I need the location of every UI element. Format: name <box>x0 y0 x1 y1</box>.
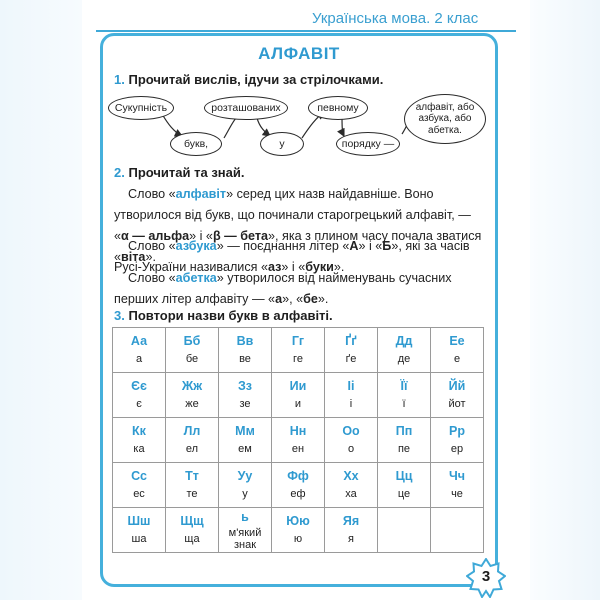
alphabet-row <box>113 328 484 373</box>
letter-name: у <box>242 488 248 500</box>
letter-glyph: Уу <box>237 469 253 483</box>
letter-name: є <box>136 398 142 410</box>
text-segment: » і « <box>358 239 383 253</box>
alphabet-cell <box>378 418 431 463</box>
task-1-heading <box>114 72 383 87</box>
right-margin-stripe <box>530 0 600 600</box>
alphabet-cell <box>431 418 484 463</box>
letter-glyph: Іі <box>347 379 355 393</box>
alphabet-row <box>113 508 484 553</box>
letter-glyph: Тт <box>185 469 199 483</box>
letter-name: йот <box>448 398 466 410</box>
letter-glyph: Жж <box>181 379 203 393</box>
bold-term: аз <box>267 260 282 274</box>
letter-name: же <box>185 398 199 410</box>
bold-term: віта <box>121 250 146 264</box>
letter-name: ел <box>185 443 199 455</box>
bold-term: буки <box>305 260 334 274</box>
letter-glyph: Йй <box>448 379 466 393</box>
page-number: 3 <box>481 568 491 585</box>
letter-name: ге <box>293 353 303 365</box>
letter-glyph: Лл <box>183 424 201 438</box>
alphabet-cell <box>113 328 166 373</box>
letter-name: е <box>453 353 461 365</box>
bold-term: α — альфа <box>121 229 190 243</box>
task-3-text: Повтори назви букв в алфавіті. <box>128 308 333 323</box>
letter-name: а <box>135 353 143 365</box>
letter-name: бе <box>185 353 199 365</box>
letter-name: зе <box>239 398 251 410</box>
flow-word-4: у <box>260 132 304 156</box>
letter-glyph: Чч <box>448 469 466 483</box>
highlighted-term: азбука <box>175 239 217 253</box>
bold-term: Б <box>382 239 392 253</box>
task-1-text: Прочитай вислів, ідучи за стрілочками. <box>128 72 384 87</box>
letter-glyph: Шш <box>127 514 151 528</box>
letter-name: ша <box>131 533 147 545</box>
letter-glyph: Її <box>400 379 408 393</box>
letter-name: те <box>186 488 198 500</box>
alphabet-cell <box>272 508 325 553</box>
letter-glyph: Ее <box>449 334 465 348</box>
alphabet-cell <box>219 328 272 373</box>
text-segment: », « <box>282 292 304 306</box>
text-segment: ». <box>145 250 156 264</box>
letter-glyph: ь <box>241 509 249 524</box>
alphabet-cell <box>431 328 484 373</box>
text-segment: ». <box>333 260 345 274</box>
alphabet-cell <box>166 373 219 418</box>
alphabet-cell <box>378 508 431 553</box>
task-2-text: Прочитай та знай. <box>128 165 245 180</box>
bold-term: β — бета <box>212 229 269 243</box>
alphabet-cell <box>166 418 219 463</box>
text-segment: Слово « <box>128 187 176 201</box>
letter-name: ґе <box>345 353 357 365</box>
alphabet-cell <box>378 328 431 373</box>
letter-glyph: Юю <box>286 514 310 528</box>
text-segment: », які за часів Русі-України називалися « <box>114 239 470 274</box>
text-segment: » серед цих назв найдавніше. Воно утворилося від букв, що починали старогрецький алфавіт, — « <box>114 187 471 243</box>
task-1-number: 1. <box>114 72 125 87</box>
text-segment: Слово « <box>128 271 176 285</box>
alphabet-cell <box>113 418 166 463</box>
letter-name: ща <box>184 533 200 545</box>
letter-glyph: Вв <box>236 334 254 348</box>
letter-glyph: Рр <box>449 424 465 438</box>
alphabet-cell <box>166 508 219 553</box>
page-title: АЛФАВІТ <box>258 44 340 63</box>
alphabet-cell <box>272 463 325 508</box>
letter-glyph: Яя <box>342 514 360 528</box>
letter-glyph: Гг <box>291 334 305 348</box>
task-2-number: 2. <box>114 165 125 180</box>
text-segment: » і « <box>189 229 213 243</box>
task-2-heading <box>114 165 244 180</box>
text-segment: » і « <box>281 260 306 274</box>
letter-glyph: Аа <box>130 334 148 348</box>
text-segment: Слово « <box>128 239 176 253</box>
highlighted-term: алфавіт <box>175 187 227 201</box>
alphabet-row <box>113 418 484 463</box>
flow-word-6: порядку — <box>336 132 400 156</box>
letter-glyph: Пп <box>395 424 413 438</box>
arrow-1 <box>162 114 182 136</box>
letter-name: я <box>348 533 354 545</box>
text-segment: », яка з плином часу почала зватися « <box>114 229 482 264</box>
letter-glyph: Дд <box>395 334 413 348</box>
alphabet-cell <box>113 373 166 418</box>
alphabet-table <box>112 327 484 553</box>
alphabet-cell <box>431 508 484 553</box>
alphabet-cell <box>378 463 431 508</box>
bold-term: А <box>349 239 359 253</box>
letter-glyph: Ии <box>289 379 307 393</box>
flow-word-7: алфавіт, або азбука, або абетка. <box>404 94 486 144</box>
letter-glyph: Нн <box>289 424 307 438</box>
letter-name: пе <box>397 443 411 455</box>
letter-glyph: Сс <box>131 469 147 483</box>
bold-term: а <box>275 292 283 306</box>
paragraph-abetka-text <box>114 271 452 306</box>
letter-name: і <box>349 398 353 410</box>
alphabet-cell <box>431 463 484 508</box>
alphabet-cell <box>219 373 272 418</box>
letter-name: ха <box>345 488 357 500</box>
letter-name: ве <box>239 353 251 365</box>
letter-glyph: Мм <box>235 424 255 438</box>
paragraph-abetka <box>114 268 486 310</box>
page-number-badge <box>466 558 506 598</box>
alphabet-cell <box>113 508 166 553</box>
alphabet-cell <box>272 328 325 373</box>
letter-name: еф <box>290 488 306 500</box>
alphabet-cell <box>219 463 272 508</box>
alphabet-cell <box>325 463 378 508</box>
word-chain-diagram <box>106 94 490 160</box>
letter-name: м'який знак <box>228 526 262 551</box>
letter-name: ї <box>402 398 406 410</box>
highlighted-term: абетка <box>175 271 217 285</box>
letter-glyph: Цц <box>395 469 413 483</box>
letter-glyph: Щщ <box>180 514 204 528</box>
letter-glyph: Ґґ <box>345 334 357 348</box>
flow-word-1: Сукупність <box>108 96 174 120</box>
letter-glyph: Єє <box>131 379 147 393</box>
left-margin-stripe <box>0 0 82 600</box>
alphabet-cell <box>219 508 272 553</box>
letter-name: ем <box>238 443 252 455</box>
alphabet-cell <box>431 373 484 418</box>
letter-name: ю <box>293 533 303 545</box>
letter-name: ен <box>291 443 305 455</box>
alphabet-cell <box>113 463 166 508</box>
alphabet-cell <box>166 328 219 373</box>
text-segment: » утворилося від найменувань сучасних перших літер алфавіту — « <box>114 271 452 306</box>
letter-glyph: Бб <box>183 334 201 348</box>
letter-name: ес <box>133 488 145 500</box>
text-segment: ». <box>317 292 329 306</box>
letter-glyph: Оо <box>342 424 360 438</box>
alphabet-cell <box>272 373 325 418</box>
letter-name: це <box>397 488 411 500</box>
task-3-heading <box>114 308 333 323</box>
bold-term: бе <box>303 292 318 306</box>
task-3-number: 3. <box>114 308 125 323</box>
alphabet-cell <box>219 418 272 463</box>
flow-word-2: букв, <box>170 132 222 156</box>
flow-word-3: розташованих <box>204 96 288 120</box>
header-title: Українська мова. 2 клас <box>312 10 479 27</box>
alphabet-cell <box>378 373 431 418</box>
letter-glyph: Зз <box>237 379 253 393</box>
alphabet-cell <box>325 508 378 553</box>
alphabet-cell <box>325 373 378 418</box>
text-segment: » — поєднання літер « <box>216 239 350 253</box>
alphabet-cell <box>325 328 378 373</box>
alphabet-row <box>113 463 484 508</box>
alphabet-cell <box>272 418 325 463</box>
letter-glyph: Фф <box>287 469 309 483</box>
letter-glyph: Кк <box>132 424 146 438</box>
letter-name: о <box>347 443 355 455</box>
flow-word-5: певному <box>308 96 368 120</box>
letter-name: ер <box>450 443 464 455</box>
letter-name: ка <box>133 443 145 455</box>
letter-name: де <box>397 353 411 365</box>
alphabet-cell <box>325 418 378 463</box>
alphabet-row <box>113 373 484 418</box>
letter-name: че <box>451 488 463 500</box>
letter-name: и <box>294 398 302 410</box>
letter-glyph: Хх <box>343 469 359 483</box>
alphabet-cell <box>166 463 219 508</box>
